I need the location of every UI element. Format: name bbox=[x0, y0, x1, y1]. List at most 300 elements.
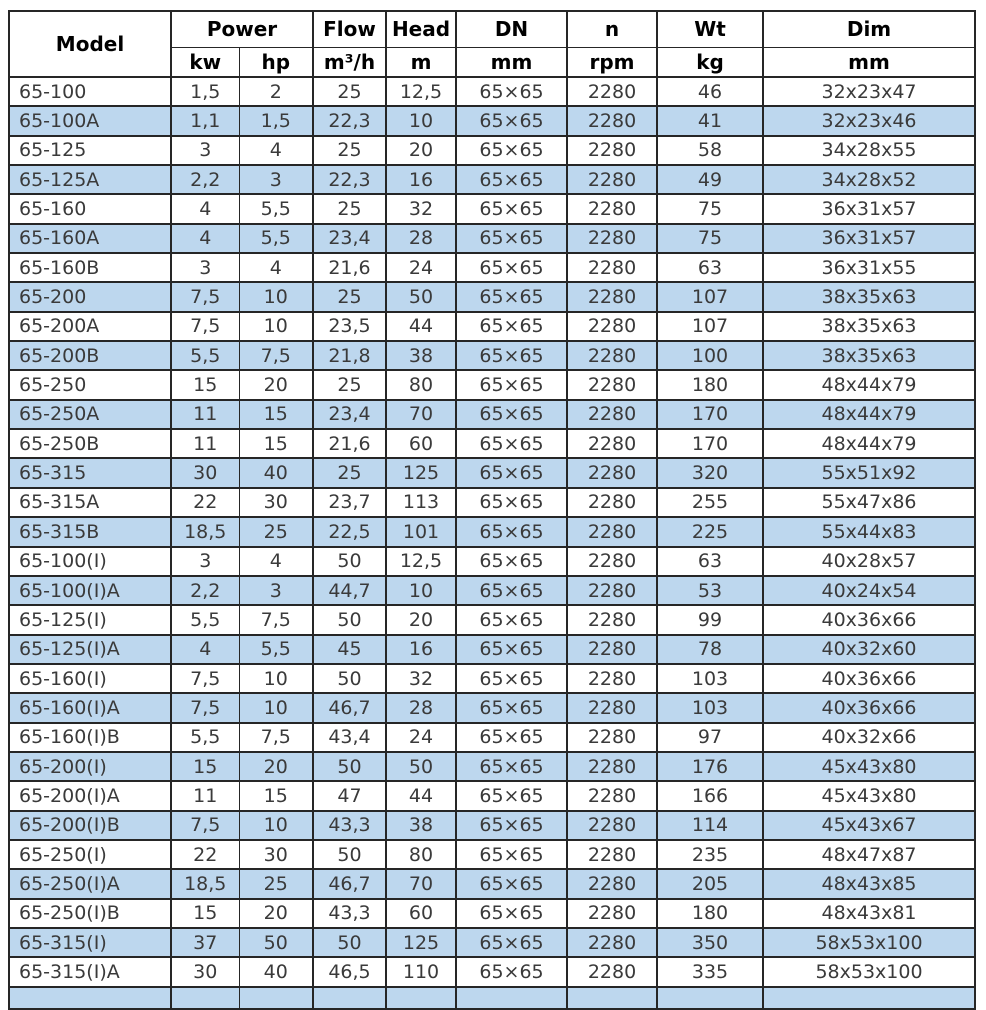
head-cell: 70 bbox=[386, 869, 456, 898]
power-kw-cell: 1,5 bbox=[171, 77, 239, 106]
empty-cell bbox=[657, 987, 763, 1009]
dn-cell: 65×65 bbox=[456, 957, 567, 986]
rpm-cell: 2280 bbox=[567, 840, 657, 869]
flow-cell: 50 bbox=[313, 605, 386, 634]
power-hp-cell: 15 bbox=[239, 781, 313, 810]
head-cell: 20 bbox=[386, 605, 456, 634]
model-cell: 65-200(I) bbox=[9, 752, 171, 781]
dn-cell: 65×65 bbox=[456, 224, 567, 253]
flow-cell: 23,4 bbox=[313, 400, 386, 429]
flow-cell: 45 bbox=[313, 635, 386, 664]
model-cell: 65-315B bbox=[9, 517, 171, 546]
table-row bbox=[9, 635, 975, 664]
table-row bbox=[9, 752, 975, 781]
weight-cell: 255 bbox=[657, 488, 763, 517]
rpm-cell: 2280 bbox=[567, 106, 657, 135]
power-kw-cell: 2,2 bbox=[171, 165, 239, 194]
power-hp-cell: 25 bbox=[239, 517, 313, 546]
model-cell: 65-250(I) bbox=[9, 840, 171, 869]
flow-cell: 25 bbox=[313, 194, 386, 223]
dn-cell: 65×65 bbox=[456, 458, 567, 487]
power-hp-cell: 10 bbox=[239, 282, 313, 311]
weight-cell: 205 bbox=[657, 869, 763, 898]
empty-cell bbox=[567, 987, 657, 1009]
power-hp-cell: 2 bbox=[239, 77, 313, 106]
head-cell: 70 bbox=[386, 400, 456, 429]
dim-cell: 32x23x47 bbox=[763, 77, 975, 106]
col-header-head: Head bbox=[386, 11, 456, 47]
power-kw-cell: 3 bbox=[171, 547, 239, 576]
weight-cell: 170 bbox=[657, 429, 763, 458]
dn-cell: 65×65 bbox=[456, 429, 567, 458]
power-hp-cell: 3 bbox=[239, 165, 313, 194]
power-hp-cell: 10 bbox=[239, 312, 313, 341]
flow-cell: 22,3 bbox=[313, 165, 386, 194]
dn-cell: 65×65 bbox=[456, 341, 567, 370]
power-kw-cell: 5,5 bbox=[171, 341, 239, 370]
flow-cell: 25 bbox=[313, 370, 386, 399]
dn-cell: 65×65 bbox=[456, 488, 567, 517]
table-header bbox=[9, 11, 975, 77]
weight-cell: 97 bbox=[657, 723, 763, 752]
dn-cell: 65×65 bbox=[456, 77, 567, 106]
model-cell: 65-200 bbox=[9, 282, 171, 311]
head-cell: 12,5 bbox=[386, 547, 456, 576]
flow-cell: 23,4 bbox=[313, 224, 386, 253]
head-cell: 38 bbox=[386, 811, 456, 840]
model-cell: 65-160A bbox=[9, 224, 171, 253]
rpm-cell: 2280 bbox=[567, 576, 657, 605]
dim-cell: 34x28x52 bbox=[763, 165, 975, 194]
head-cell: 125 bbox=[386, 928, 456, 957]
dn-cell: 65×65 bbox=[456, 312, 567, 341]
flow-cell: 25 bbox=[313, 136, 386, 165]
power-kw-cell: 1,1 bbox=[171, 106, 239, 135]
empty-cell bbox=[456, 987, 567, 1009]
table-row bbox=[9, 781, 975, 810]
dim-cell: 40x36x66 bbox=[763, 693, 975, 722]
head-cell: 12,5 bbox=[386, 77, 456, 106]
unit-header-dim: mm bbox=[763, 47, 975, 77]
dn-cell: 65×65 bbox=[456, 693, 567, 722]
col-header-flow: Flow bbox=[313, 11, 386, 47]
head-cell: 20 bbox=[386, 136, 456, 165]
table-row bbox=[9, 869, 975, 898]
empty-cell bbox=[313, 987, 386, 1009]
dim-cell: 38x35x63 bbox=[763, 312, 975, 341]
dim-cell: 48x44x79 bbox=[763, 400, 975, 429]
power-hp-cell: 40 bbox=[239, 458, 313, 487]
flow-cell: 22,5 bbox=[313, 517, 386, 546]
model-cell: 65-100(I) bbox=[9, 547, 171, 576]
rpm-cell: 2280 bbox=[567, 341, 657, 370]
power-hp-cell: 7,5 bbox=[239, 723, 313, 752]
rpm-cell: 2280 bbox=[567, 253, 657, 282]
dim-cell: 38x35x63 bbox=[763, 341, 975, 370]
dim-cell: 36x31x57 bbox=[763, 194, 975, 223]
col-header-wt: Wt bbox=[657, 11, 763, 47]
dim-cell: 40x36x66 bbox=[763, 605, 975, 634]
weight-cell: 75 bbox=[657, 224, 763, 253]
power-hp-cell: 20 bbox=[239, 370, 313, 399]
dn-cell: 65×65 bbox=[456, 899, 567, 928]
weight-cell: 58 bbox=[657, 136, 763, 165]
head-cell: 28 bbox=[386, 693, 456, 722]
rpm-cell: 2280 bbox=[567, 605, 657, 634]
power-hp-cell: 7,5 bbox=[239, 605, 313, 634]
head-cell: 80 bbox=[386, 370, 456, 399]
head-cell: 16 bbox=[386, 165, 456, 194]
rpm-cell: 2280 bbox=[567, 370, 657, 399]
rpm-cell: 2280 bbox=[567, 458, 657, 487]
weight-cell: 103 bbox=[657, 693, 763, 722]
table-row bbox=[9, 429, 975, 458]
table-row bbox=[9, 957, 975, 986]
power-kw-cell: 3 bbox=[171, 253, 239, 282]
power-kw-cell: 22 bbox=[171, 488, 239, 517]
unit-header-flow: m³/h bbox=[313, 47, 386, 77]
empty-cell bbox=[386, 987, 456, 1009]
power-kw-cell: 30 bbox=[171, 957, 239, 986]
power-hp-cell: 5,5 bbox=[239, 194, 313, 223]
flow-cell: 50 bbox=[313, 752, 386, 781]
dim-cell: 48x44x79 bbox=[763, 429, 975, 458]
model-cell: 65-160(I)B bbox=[9, 723, 171, 752]
head-cell: 38 bbox=[386, 341, 456, 370]
power-kw-cell: 15 bbox=[171, 752, 239, 781]
dn-cell: 65×65 bbox=[456, 723, 567, 752]
head-cell: 44 bbox=[386, 312, 456, 341]
unit-header-dn: mm bbox=[456, 47, 567, 77]
dim-cell: 55x47x86 bbox=[763, 488, 975, 517]
power-kw-cell: 7,5 bbox=[171, 664, 239, 693]
power-hp-cell: 10 bbox=[239, 664, 313, 693]
flow-cell: 21,6 bbox=[313, 253, 386, 282]
weight-cell: 107 bbox=[657, 282, 763, 311]
model-cell: 65-250 bbox=[9, 370, 171, 399]
dn-cell: 65×65 bbox=[456, 576, 567, 605]
empty-cell bbox=[171, 987, 239, 1009]
dn-cell: 65×65 bbox=[456, 547, 567, 576]
power-hp-cell: 20 bbox=[239, 899, 313, 928]
rpm-cell: 2280 bbox=[567, 869, 657, 898]
table-row bbox=[9, 253, 975, 282]
power-kw-cell: 7,5 bbox=[171, 811, 239, 840]
head-cell: 101 bbox=[386, 517, 456, 546]
power-hp-cell: 30 bbox=[239, 840, 313, 869]
rpm-cell: 2280 bbox=[567, 165, 657, 194]
power-hp-cell: 20 bbox=[239, 752, 313, 781]
head-cell: 60 bbox=[386, 899, 456, 928]
col-header-model: Model bbox=[9, 11, 171, 77]
model-cell: 65-125A bbox=[9, 165, 171, 194]
weight-cell: 49 bbox=[657, 165, 763, 194]
head-cell: 10 bbox=[386, 106, 456, 135]
table-row bbox=[9, 77, 975, 106]
head-cell: 32 bbox=[386, 664, 456, 693]
flow-cell: 25 bbox=[313, 282, 386, 311]
dim-cell: 58x53x100 bbox=[763, 928, 975, 957]
empty-cell bbox=[9, 987, 171, 1009]
weight-cell: 78 bbox=[657, 635, 763, 664]
dn-cell: 65×65 bbox=[456, 781, 567, 810]
model-cell: 65-160B bbox=[9, 253, 171, 282]
unit-header-kw: kw bbox=[171, 47, 239, 77]
model-cell: 65-100 bbox=[9, 77, 171, 106]
model-cell: 65-125(I)A bbox=[9, 635, 171, 664]
dn-cell: 65×65 bbox=[456, 869, 567, 898]
head-cell: 24 bbox=[386, 253, 456, 282]
weight-cell: 46 bbox=[657, 77, 763, 106]
power-hp-cell: 15 bbox=[239, 429, 313, 458]
table-row bbox=[9, 811, 975, 840]
rpm-cell: 2280 bbox=[567, 429, 657, 458]
dim-cell: 45x43x80 bbox=[763, 752, 975, 781]
power-kw-cell: 4 bbox=[171, 194, 239, 223]
power-kw-cell: 2,2 bbox=[171, 576, 239, 605]
model-cell: 65-160 bbox=[9, 194, 171, 223]
pump-spec-table bbox=[8, 10, 976, 1010]
weight-cell: 99 bbox=[657, 605, 763, 634]
rpm-cell: 2280 bbox=[567, 723, 657, 752]
head-cell: 110 bbox=[386, 957, 456, 986]
power-kw-cell: 37 bbox=[171, 928, 239, 957]
weight-cell: 114 bbox=[657, 811, 763, 840]
power-hp-cell: 4 bbox=[239, 253, 313, 282]
rpm-cell: 2280 bbox=[567, 282, 657, 311]
model-cell: 65-200A bbox=[9, 312, 171, 341]
dim-cell: 32x23x46 bbox=[763, 106, 975, 135]
power-kw-cell: 5,5 bbox=[171, 605, 239, 634]
dim-cell: 38x35x63 bbox=[763, 282, 975, 311]
rpm-cell: 2280 bbox=[567, 664, 657, 693]
head-cell: 125 bbox=[386, 458, 456, 487]
model-cell: 65-315(I) bbox=[9, 928, 171, 957]
weight-cell: 100 bbox=[657, 341, 763, 370]
weight-cell: 176 bbox=[657, 752, 763, 781]
dim-cell: 48x44x79 bbox=[763, 370, 975, 399]
power-kw-cell: 7,5 bbox=[171, 693, 239, 722]
power-kw-cell: 15 bbox=[171, 370, 239, 399]
table-row bbox=[9, 458, 975, 487]
power-kw-cell: 22 bbox=[171, 840, 239, 869]
rpm-cell: 2280 bbox=[567, 224, 657, 253]
flow-cell: 22,3 bbox=[313, 106, 386, 135]
dim-cell: 36x31x57 bbox=[763, 224, 975, 253]
model-cell: 65-200(I)A bbox=[9, 781, 171, 810]
model-cell: 65-200(I)B bbox=[9, 811, 171, 840]
table-row bbox=[9, 136, 975, 165]
model-cell: 65-315A bbox=[9, 488, 171, 517]
table-row-partial bbox=[9, 987, 975, 1009]
dim-cell: 45x43x80 bbox=[763, 781, 975, 810]
head-cell: 50 bbox=[386, 282, 456, 311]
dn-cell: 65×65 bbox=[456, 282, 567, 311]
table-row bbox=[9, 664, 975, 693]
dim-cell: 40x36x66 bbox=[763, 664, 975, 693]
weight-cell: 63 bbox=[657, 547, 763, 576]
power-hp-cell: 15 bbox=[239, 400, 313, 429]
dim-cell: 58x53x100 bbox=[763, 957, 975, 986]
table-row bbox=[9, 341, 975, 370]
power-kw-cell: 7,5 bbox=[171, 282, 239, 311]
table-row bbox=[9, 723, 975, 752]
weight-cell: 225 bbox=[657, 517, 763, 546]
power-hp-cell: 5,5 bbox=[239, 224, 313, 253]
dim-cell: 36x31x55 bbox=[763, 253, 975, 282]
weight-cell: 350 bbox=[657, 928, 763, 957]
weight-cell: 166 bbox=[657, 781, 763, 810]
flow-cell: 50 bbox=[313, 664, 386, 693]
rpm-cell: 2280 bbox=[567, 547, 657, 576]
weight-cell: 170 bbox=[657, 400, 763, 429]
power-kw-cell: 3 bbox=[171, 136, 239, 165]
head-cell: 80 bbox=[386, 840, 456, 869]
power-hp-cell: 1,5 bbox=[239, 106, 313, 135]
dn-cell: 65×65 bbox=[456, 370, 567, 399]
dn-cell: 65×65 bbox=[456, 517, 567, 546]
table-row bbox=[9, 840, 975, 869]
power-kw-cell: 11 bbox=[171, 781, 239, 810]
flow-cell: 23,5 bbox=[313, 312, 386, 341]
unit-header-n: rpm bbox=[567, 47, 657, 77]
rpm-cell: 2280 bbox=[567, 811, 657, 840]
model-cell: 65-160(I) bbox=[9, 664, 171, 693]
unit-header-hp: hp bbox=[239, 47, 313, 77]
table-row bbox=[9, 165, 975, 194]
head-cell: 50 bbox=[386, 752, 456, 781]
table-row bbox=[9, 400, 975, 429]
weight-cell: 235 bbox=[657, 840, 763, 869]
rpm-cell: 2280 bbox=[567, 77, 657, 106]
flow-cell: 21,6 bbox=[313, 429, 386, 458]
col-header-power: Power bbox=[171, 11, 313, 47]
power-kw-cell: 18,5 bbox=[171, 517, 239, 546]
dn-cell: 65×65 bbox=[456, 664, 567, 693]
model-cell: 65-250(I)B bbox=[9, 899, 171, 928]
dim-cell: 40x32x60 bbox=[763, 635, 975, 664]
rpm-cell: 2280 bbox=[567, 781, 657, 810]
model-cell: 65-250B bbox=[9, 429, 171, 458]
rpm-cell: 2280 bbox=[567, 517, 657, 546]
rpm-cell: 2280 bbox=[567, 899, 657, 928]
table-row bbox=[9, 517, 975, 546]
rpm-cell: 2280 bbox=[567, 136, 657, 165]
dn-cell: 65×65 bbox=[456, 811, 567, 840]
head-cell: 60 bbox=[386, 429, 456, 458]
power-kw-cell: 30 bbox=[171, 458, 239, 487]
dn-cell: 65×65 bbox=[456, 136, 567, 165]
dim-cell: 45x43x67 bbox=[763, 811, 975, 840]
head-cell: 24 bbox=[386, 723, 456, 752]
table-row bbox=[9, 928, 975, 957]
rpm-cell: 2280 bbox=[567, 957, 657, 986]
col-header-n: n bbox=[567, 11, 657, 47]
model-cell: 65-250(I)A bbox=[9, 869, 171, 898]
rpm-cell: 2280 bbox=[567, 928, 657, 957]
dn-cell: 65×65 bbox=[456, 253, 567, 282]
weight-cell: 335 bbox=[657, 957, 763, 986]
dim-cell: 48x47x87 bbox=[763, 840, 975, 869]
dim-cell: 48x43x85 bbox=[763, 869, 975, 898]
rpm-cell: 2280 bbox=[567, 400, 657, 429]
head-cell: 44 bbox=[386, 781, 456, 810]
power-hp-cell: 30 bbox=[239, 488, 313, 517]
dn-cell: 65×65 bbox=[456, 194, 567, 223]
col-header-dim: Dim bbox=[763, 11, 975, 47]
table-row bbox=[9, 488, 975, 517]
rpm-cell: 2280 bbox=[567, 488, 657, 517]
power-kw-cell: 15 bbox=[171, 899, 239, 928]
power-hp-cell: 5,5 bbox=[239, 635, 313, 664]
flow-cell: 50 bbox=[313, 840, 386, 869]
rpm-cell: 2280 bbox=[567, 752, 657, 781]
flow-cell: 46,7 bbox=[313, 869, 386, 898]
power-hp-cell: 7,5 bbox=[239, 341, 313, 370]
rpm-cell: 2280 bbox=[567, 635, 657, 664]
weight-cell: 53 bbox=[657, 576, 763, 605]
flow-cell: 46,7 bbox=[313, 693, 386, 722]
flow-cell: 21,8 bbox=[313, 341, 386, 370]
rpm-cell: 2280 bbox=[567, 312, 657, 341]
unit-header-wt: kg bbox=[657, 47, 763, 77]
head-cell: 32 bbox=[386, 194, 456, 223]
flow-cell: 50 bbox=[313, 928, 386, 957]
dim-cell: 55x44x83 bbox=[763, 517, 975, 546]
table-row bbox=[9, 282, 975, 311]
table-row bbox=[9, 576, 975, 605]
flow-cell: 44,7 bbox=[313, 576, 386, 605]
dn-cell: 65×65 bbox=[456, 165, 567, 194]
dn-cell: 65×65 bbox=[456, 635, 567, 664]
weight-cell: 107 bbox=[657, 312, 763, 341]
table-row bbox=[9, 194, 975, 223]
unit-header-head: m bbox=[386, 47, 456, 77]
rpm-cell: 2280 bbox=[567, 693, 657, 722]
table-row bbox=[9, 899, 975, 928]
dn-cell: 65×65 bbox=[456, 106, 567, 135]
table-row bbox=[9, 370, 975, 399]
head-cell: 28 bbox=[386, 224, 456, 253]
weight-cell: 180 bbox=[657, 899, 763, 928]
power-hp-cell: 10 bbox=[239, 811, 313, 840]
header-row-titles bbox=[9, 11, 975, 47]
power-hp-cell: 4 bbox=[239, 136, 313, 165]
dn-cell: 65×65 bbox=[456, 605, 567, 634]
power-kw-cell: 4 bbox=[171, 635, 239, 664]
dn-cell: 65×65 bbox=[456, 752, 567, 781]
flow-cell: 46,5 bbox=[313, 957, 386, 986]
power-hp-cell: 25 bbox=[239, 869, 313, 898]
table-row bbox=[9, 547, 975, 576]
flow-cell: 43,4 bbox=[313, 723, 386, 752]
power-kw-cell: 18,5 bbox=[171, 869, 239, 898]
flow-cell: 25 bbox=[313, 77, 386, 106]
dim-cell: 55x51x92 bbox=[763, 458, 975, 487]
weight-cell: 320 bbox=[657, 458, 763, 487]
weight-cell: 75 bbox=[657, 194, 763, 223]
power-kw-cell: 7,5 bbox=[171, 312, 239, 341]
power-kw-cell: 5,5 bbox=[171, 723, 239, 752]
model-cell: 65-100(I)A bbox=[9, 576, 171, 605]
power-hp-cell: 40 bbox=[239, 957, 313, 986]
dn-cell: 65×65 bbox=[456, 928, 567, 957]
flow-cell: 23,7 bbox=[313, 488, 386, 517]
dim-cell: 34x28x55 bbox=[763, 136, 975, 165]
flow-cell: 43,3 bbox=[313, 811, 386, 840]
flow-cell: 25 bbox=[313, 458, 386, 487]
dim-cell: 40x28x57 bbox=[763, 547, 975, 576]
